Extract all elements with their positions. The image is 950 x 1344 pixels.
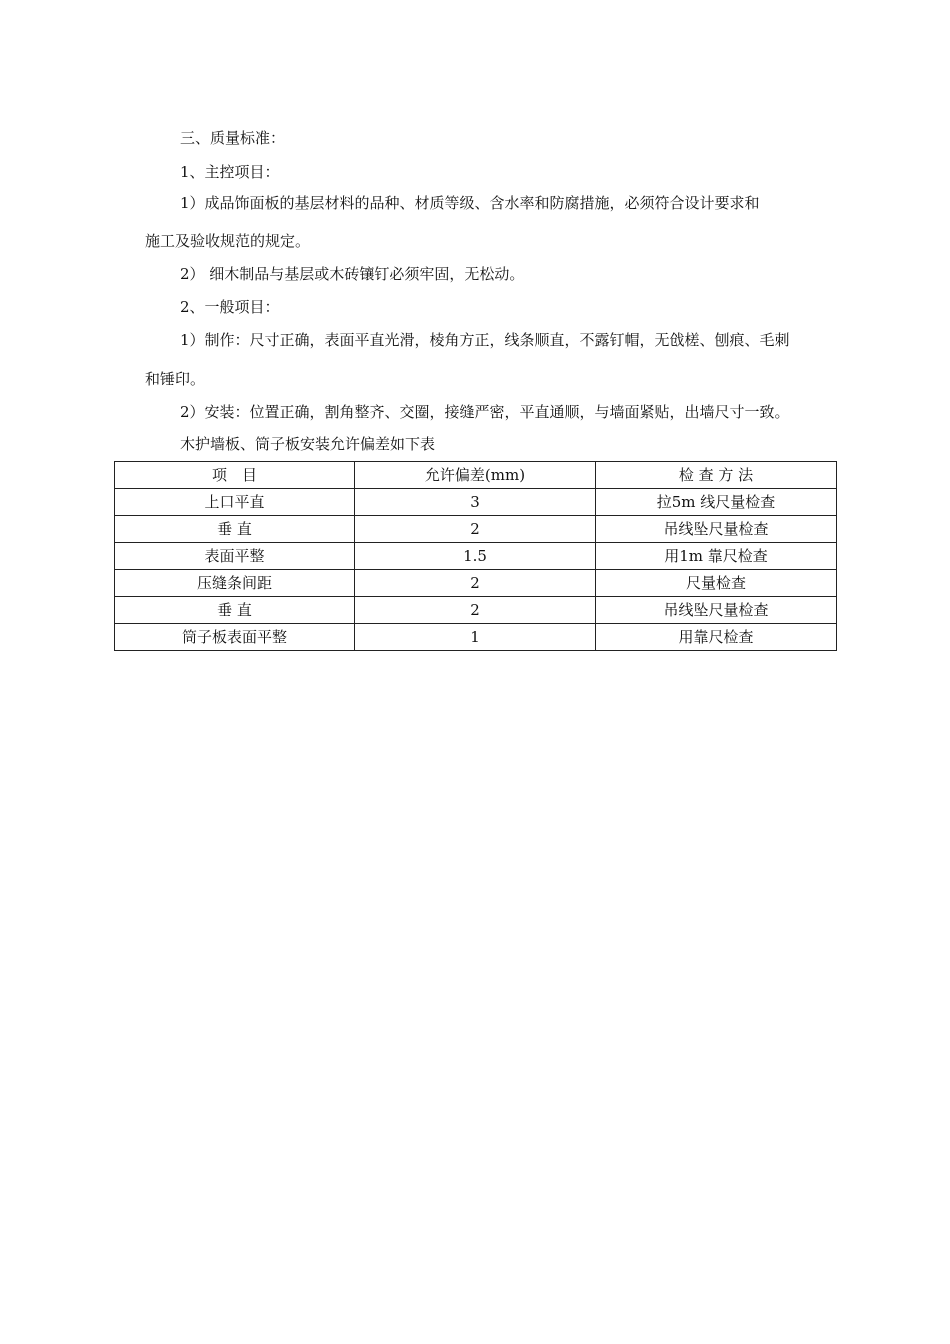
cell-tolerance: 2	[355, 516, 596, 543]
general-item1-line2: 和锤印。	[145, 370, 206, 388]
table-caption: 木护墙板、筒子板安装允许偏差如下表	[180, 435, 436, 453]
general-item2: 2）安装：位置正确，割角整齐、交圈，接缝严密，平直通顺，与墙面紧贴，出墙尺寸一致。	[180, 403, 790, 421]
table-row	[115, 543, 837, 570]
header-method: 检 查 方 法	[596, 462, 837, 489]
cell-tolerance: 1	[355, 624, 596, 651]
cell-method: 用1m 靠尺检查	[596, 543, 837, 570]
cell-tolerance: 3	[355, 489, 596, 516]
header-item: 项 目	[115, 462, 355, 489]
main-control-heading: 1、主控项目：	[180, 163, 280, 181]
cell-method: 吊线坠尺量检查	[596, 597, 837, 624]
tolerance-table	[114, 461, 837, 651]
table-row	[115, 516, 837, 543]
section-heading: 三、质量标准：	[180, 129, 286, 147]
main-control-item1-line2: 施工及验收规范的规定。	[145, 232, 311, 250]
cell-method: 尺量检查	[596, 570, 837, 597]
cell-item: 上口平直	[115, 489, 355, 516]
header-tolerance: 允许偏差(mm)	[355, 462, 596, 489]
table-row	[115, 489, 837, 516]
table-row	[115, 597, 837, 624]
cell-tolerance: 1.5	[355, 543, 596, 570]
table-row	[115, 570, 837, 597]
cell-item: 表面平整	[115, 543, 355, 570]
cell-item: 筒子板表面平整	[115, 624, 355, 651]
table-header-row	[115, 462, 837, 489]
table-row	[115, 624, 837, 651]
cell-method: 用靠尺检查	[596, 624, 837, 651]
cell-tolerance: 2	[355, 570, 596, 597]
main-control-item1-line1: 1）成品饰面板的基层材料的品种、材质等级、含水率和防腐措施，必须符合设计要求和	[180, 194, 760, 212]
general-heading: 2、一般项目：	[180, 298, 280, 316]
cell-item: 压缝条间距	[115, 570, 355, 597]
cell-tolerance: 2	[355, 597, 596, 624]
main-control-item2: 2） 细木制品与基层或木砖镶钉必须牢固，无松动。	[180, 265, 525, 283]
cell-item: 垂 直	[115, 516, 355, 543]
cell-method: 吊线坠尺量检查	[596, 516, 837, 543]
cell-item: 垂 直	[115, 597, 355, 624]
general-item1-line1: 1）制作：尺寸正确，表面平直光滑，棱角方正，线条顺直，不露钉帽，无戗槎、刨痕、毛刺	[180, 331, 790, 349]
cell-method: 拉5m 线尺量检查	[596, 489, 837, 516]
